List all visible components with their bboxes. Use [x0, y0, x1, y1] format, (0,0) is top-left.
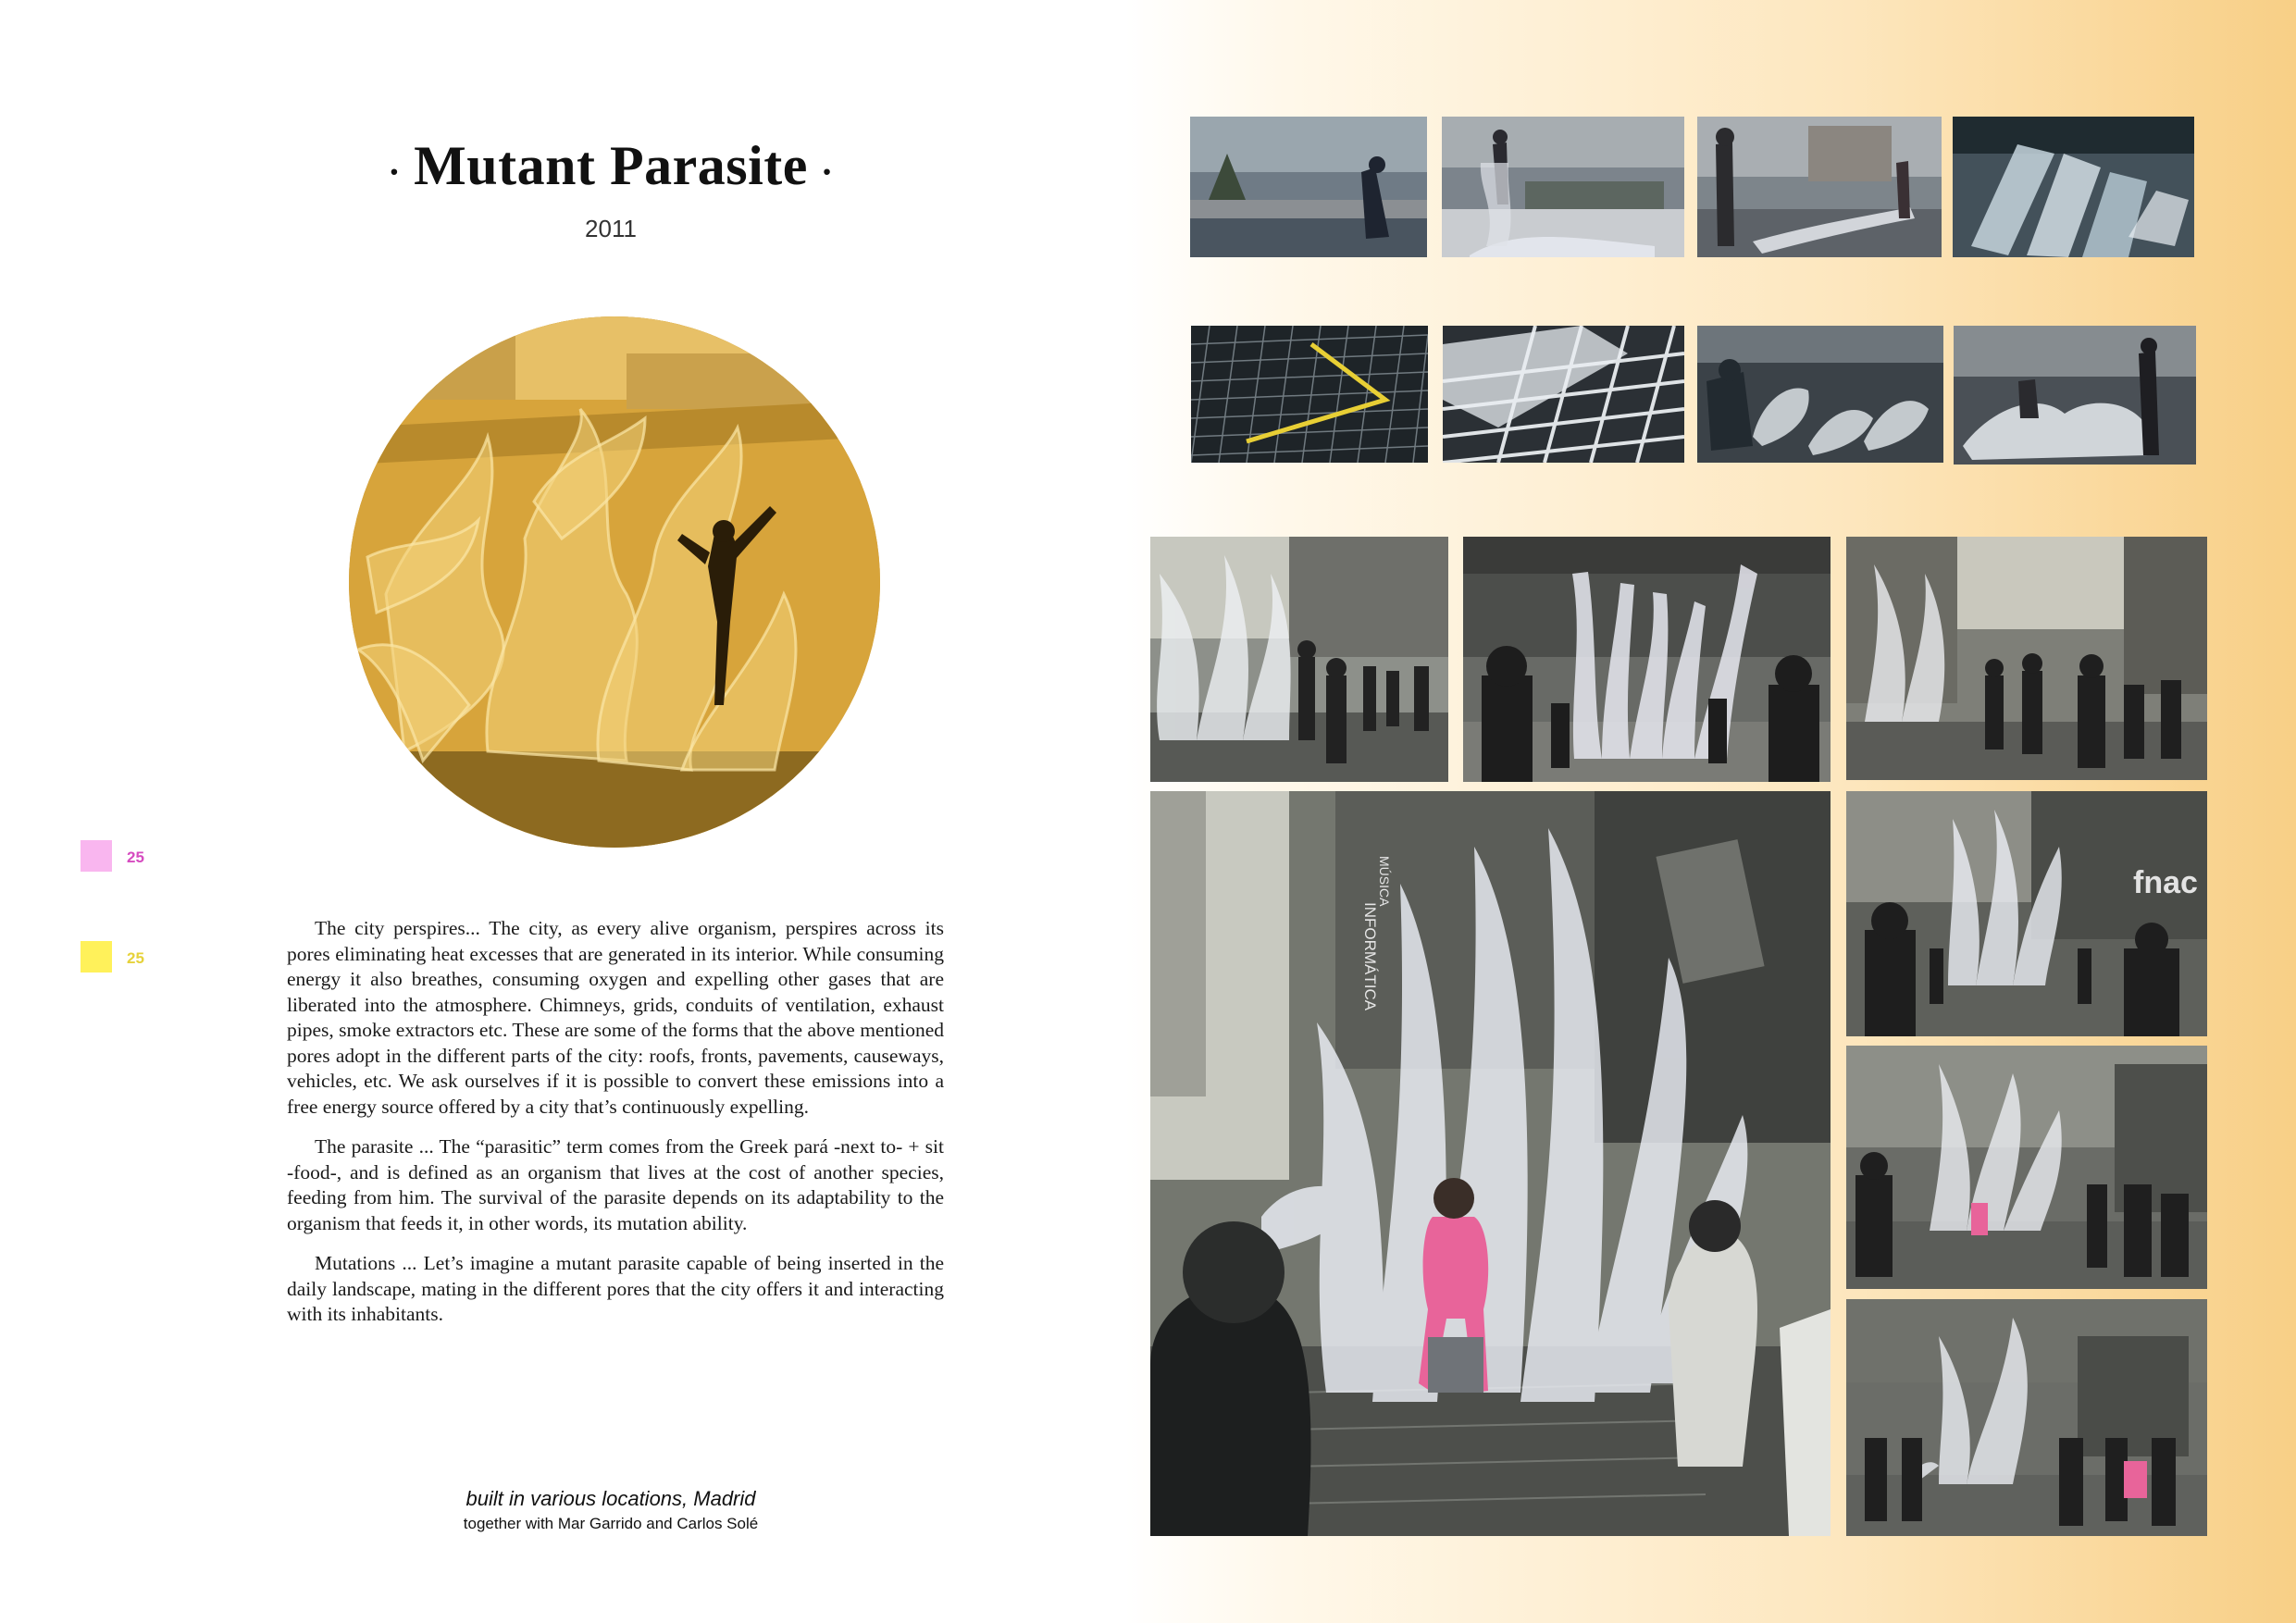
sign-fnac: fnac [2133, 865, 2198, 900]
photo-street-thumb-1 [1190, 117, 1427, 257]
photo-installation-street-2 [1463, 537, 1831, 782]
sign-informatica: INFORMÁTICA [1361, 902, 1379, 1011]
photo-grate-tube [1443, 326, 1684, 463]
legend-label-pink: 25 [127, 849, 144, 866]
credits-caption: together with Mar Garrido and Carlos Solé [463, 1515, 759, 1532]
photo-street-thumb-3 [1697, 117, 1942, 257]
photo-installing-tubes [1697, 326, 1943, 463]
hero-circle-image [349, 316, 880, 848]
photo-tubes-on-grate [1954, 326, 2196, 465]
legend-swatch-pink [81, 840, 112, 872]
title-text: Mutant Parasite [414, 135, 808, 196]
project-year: 2011 [585, 215, 637, 242]
paragraph-mutations: Mutations ... Let’s imagine a mutant parasite capable of being inserted in the daily landscape, mating in the different pores that the city offers it and interacting with its inhabitants. [287, 1252, 944, 1325]
page-title: · Mutant Parasite · [388, 135, 834, 196]
photo-grate-measure [1191, 326, 1428, 463]
legend-label-yellow: 25 [127, 949, 144, 967]
paragraph-parasite: The parasite ... The “parasitic” term comes from the Greek pará -next to- + sit -food-, and is defined as an organism that lives at the cost of another species, feeding from him. The survival of the parasite depends on its adaptability to the organism that feeds it, in other words, its mutation ability. [287, 1135, 944, 1234]
photo-installation-fnac-1 [1846, 791, 2207, 1036]
photo-street-thumb-2 [1442, 117, 1684, 257]
location-caption: built in various locations, Madrid [465, 1487, 756, 1510]
photo-installation-fnac-2 [1846, 1046, 2207, 1289]
body-text [287, 916, 944, 1343]
sign-musica: MÚSICA [1377, 856, 1392, 907]
photo-installation-street-3 [1846, 537, 2207, 780]
photo-installation-street-1 [1150, 537, 1448, 782]
photo-installation-fnac-3 [1846, 1299, 2207, 1536]
photo-installation-large [1150, 791, 1831, 1536]
legend-swatch-yellow [81, 941, 112, 973]
paragraph-city-perspires: The city perspires... The city, as every alive organism, perspires across its pores eliminating heat excesses that are generated in its interior. While consuming energy it also breathes, consuming oxygen and expelling other gases that are liberated into the atmosphere. Chimneys, grids, conduits of ventilation, exhaust pipes, smoke extractors etc. These are some of the forms that the above mentioned pores adopt in the different parts of the city: roofs, fronts, pavements, causeways, vehicles, etc. We ask ourselves if it is possible to convert these emissions into a free energy source offered by a city that’s continuously expelling. [287, 917, 944, 1118]
photo-tube-closeup [1953, 117, 2194, 257]
